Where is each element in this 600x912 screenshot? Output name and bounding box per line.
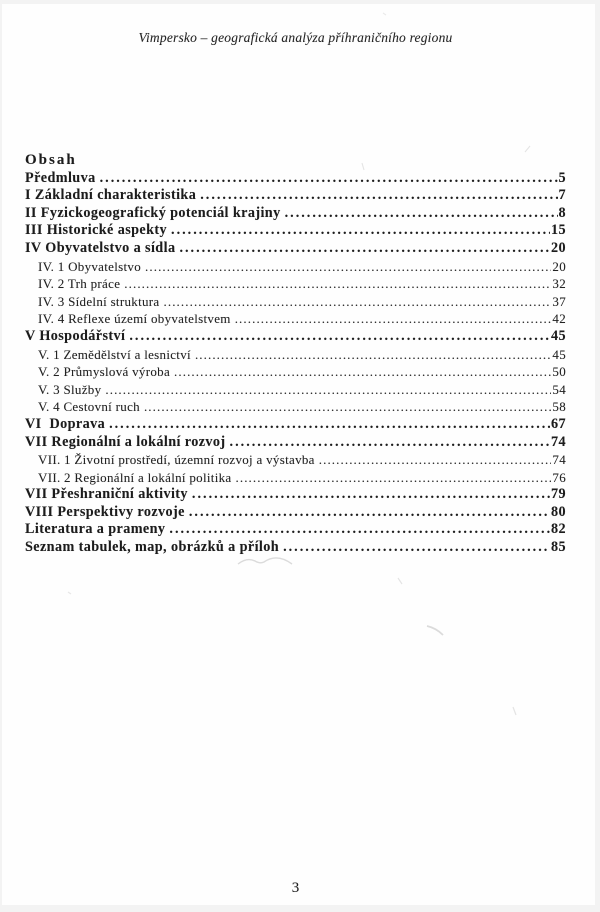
toc-entry <box>25 293 566 311</box>
toc-entry <box>25 222 566 240</box>
toc-entry <box>25 469 566 487</box>
toc-entry-page: 45 <box>551 327 566 344</box>
toc-entry <box>25 328 566 346</box>
toc-entry-page: 8 <box>558 204 566 221</box>
toc-entry-page: 76 <box>552 469 566 485</box>
toc-entry-label: Předmluva <box>25 169 96 186</box>
toc-dot-leader <box>100 170 558 188</box>
toc-entry-label: V Hospodářství <box>25 327 126 344</box>
toc-entry-label: IV. 2 Trh práce <box>38 276 121 292</box>
toc-entry-label: Literatura a prameny <box>25 521 166 538</box>
toc-entry <box>25 398 566 416</box>
toc-entry <box>25 434 566 452</box>
toc-dot-leader <box>105 381 551 399</box>
toc-dot-leader <box>109 416 550 434</box>
toc-entry-label: II Fyzickogeografický potenciál krajiny <box>25 204 281 221</box>
toc-entry <box>25 539 566 557</box>
toc-entry-page: 79 <box>551 486 566 503</box>
toc-dot-leader <box>144 398 551 416</box>
toc-entry-label: VII Regionální a lokální rozvoj <box>25 433 226 450</box>
toc-entry-page: 50 <box>552 364 566 380</box>
toc-entry <box>25 187 566 205</box>
page-number: 3 <box>291 880 300 896</box>
toc-dot-leader <box>164 293 552 311</box>
scan-edge-right <box>595 0 600 912</box>
toc-dot-leader <box>145 258 551 276</box>
toc-dot-leader <box>230 434 550 452</box>
scan-edge-bottom <box>0 905 600 912</box>
toc-entry-label: VII. 1 Životní prostředí, územní rozvoj a výstavba <box>38 452 315 468</box>
toc-dot-leader <box>179 240 550 258</box>
toc-entry-page: 37 <box>552 293 566 309</box>
toc-entry-label: VII Přeshraniční aktivity <box>25 486 188 503</box>
toc-entry-page: 67 <box>551 415 566 432</box>
toc-dot-leader <box>236 469 552 487</box>
toc-entry <box>25 381 566 399</box>
scan-edge-left <box>0 0 2 912</box>
toc-entry-page: 80 <box>551 503 566 520</box>
toc-entry-page: 45 <box>552 346 566 362</box>
scan-edge-top <box>0 0 600 4</box>
table-of-contents <box>25 152 566 557</box>
toc-entry <box>25 170 566 188</box>
toc-dot-leader <box>200 187 557 205</box>
toc-entry <box>25 346 566 364</box>
toc-dot-leader <box>169 521 550 539</box>
toc-entry-list <box>25 170 566 557</box>
toc-dot-leader <box>174 363 551 381</box>
toc-entry-page: 7 <box>558 187 566 204</box>
toc-entry <box>25 521 566 539</box>
toc-entry-label: IV. 4 Reflexe území obyvatelstvem <box>38 311 231 327</box>
toc-dot-leader <box>124 275 551 293</box>
toc-entry <box>25 205 566 223</box>
toc-entry-page: 58 <box>552 399 566 415</box>
toc-entry-label: V. 2 Průmyslová výroba <box>38 364 171 380</box>
toc-entry-page: 85 <box>551 539 566 556</box>
toc-dot-leader <box>189 504 550 522</box>
toc-dot-leader <box>285 205 558 223</box>
toc-title: Obsah <box>25 152 77 168</box>
toc-dot-leader <box>319 451 552 469</box>
toc-entry-page: 42 <box>552 311 566 327</box>
toc-dot-leader <box>235 310 552 328</box>
toc-entry-page: 5 <box>558 169 566 186</box>
toc-entry-page: 54 <box>552 381 566 397</box>
toc-entry-label: V. 3 Služby <box>38 381 102 397</box>
toc-dot-leader <box>129 328 550 346</box>
toc-entry-page: 20 <box>552 258 566 274</box>
toc-entry <box>25 504 566 522</box>
toc-entry <box>25 310 566 328</box>
toc-entry-label: IV. 1 Obyvatelstvo <box>38 258 142 274</box>
toc-entry <box>25 240 566 258</box>
toc-entry-page: 74 <box>552 452 566 468</box>
running-header: Vimpersko – geografická analýza příhraničního regionu <box>138 30 453 45</box>
toc-entry-page: 15 <box>551 222 566 239</box>
toc-entry-page: 82 <box>551 521 566 538</box>
toc-entry <box>25 486 566 504</box>
toc-dot-leader <box>192 486 550 504</box>
toc-entry-page: 32 <box>552 276 566 292</box>
toc-entry <box>25 258 566 276</box>
toc-entry-page: 74 <box>551 433 566 450</box>
toc-entry-label: Seznam tabulek, map, obrázků a příloh <box>25 539 280 556</box>
toc-entry-label: V. 1 Zemědělství a lesnictví <box>38 346 191 362</box>
toc-entry <box>25 416 566 434</box>
toc-entry-label: I Základní charakteristika <box>25 187 197 204</box>
toc-entry-label: V. 4 Cestovní ruch <box>38 399 140 415</box>
toc-entry <box>25 275 566 293</box>
toc-entry-label: VII. 2 Regionální a lokální politika <box>38 469 232 485</box>
toc-entry <box>25 363 566 381</box>
toc-entry-label: VIII Perspektivy rozvoje <box>25 503 185 520</box>
toc-dot-leader <box>283 539 550 557</box>
toc-entry-label: VI Doprava <box>25 415 106 432</box>
toc-entry-label: IV Obyvatelstvo a sídla <box>25 239 176 256</box>
toc-dot-leader <box>195 346 551 364</box>
toc-entry-label: IV. 3 Sídelní struktura <box>38 293 160 309</box>
toc-entry-label: III Historické aspekty <box>25 222 168 239</box>
toc-entry-page: 20 <box>551 239 566 256</box>
toc-dot-leader <box>171 222 550 240</box>
toc-entry <box>25 451 566 469</box>
